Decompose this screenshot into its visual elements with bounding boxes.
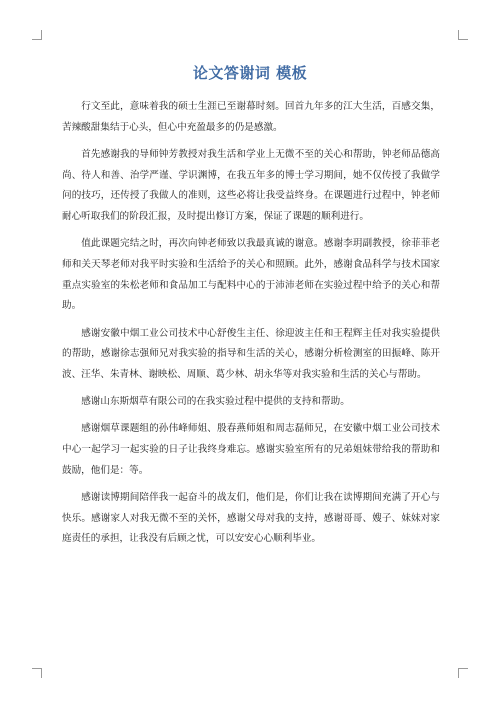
crop-mark-bottom-left	[32, 668, 42, 678]
document-title: 论文答谢词 模板	[192, 64, 308, 82]
paragraph: 感谢山东斯烟草有限公司的在我实验过程中提供的支持和帮助。	[81, 396, 350, 408]
paragraph: 感谢安徽中烟工业公司技术中心舒俊生主任、徐迎波主任和王程辉主任对我实验提供的帮助，感谢徐志强师兄对我实验的指导和生活的关心，感谢分析检测室的田振峰、陈开波、汪华、朱青林、谢映松、周顺、葛少林、胡永华等对我实验和生活的关心与帮助。	[62, 327, 440, 380]
paragraph: 行文至此，意味着我的硕士生涯已至谢幕时刻。回首九年多的江大生活，百感交集，苦辣酸甜集结于心头，但心中充盈最多的仍是感激。	[62, 101, 440, 133]
crop-mark-top-right	[458, 30, 468, 40]
crop-mark-bottom-right	[458, 668, 468, 678]
crop-mark-top-left	[32, 30, 42, 40]
paragraph: 值此课题完结之时，再次向钟老师致以我最真诚的谢意。感谢李玥副教授，徐菲菲老师和关天琴老师对我平时实验和生活给予的关心和照顾。此外，感谢食品科学与技术国家重点实验室的朱松老师和食品加工与配料中心的于沛沛老师在实验过程中给予的关心和帮助。	[62, 238, 440, 312]
paragraph: 首先感谢我的导师钟芳教授对我生活和学业上无微不至的关心和帮助，钟老师品德高尚、待人和善、治学严谨、学识渊博，在我五年多的博士学习期间，她不仅传授了我做学问的技巧，还传授了我做人的准则，这些必将让我受益终身。在课题进行过程中，钟老师耐心听取我们的阶段汇报，及时提出修订方案，保证了课题的顺利进行。	[62, 148, 440, 223]
document-body	[62, 97, 440, 557]
paragraph: 感谢烟草课题组的孙伟峰师姐、殷春燕师姐和周志磊师兄，在安徽中烟工业公司技术中心一起学习一起实验的日子让我终身难忘。感谢实验室所有的兄弟姐妹带给我的帮助和鼓励，他们是：等。	[62, 423, 440, 476]
paragraph: 感谢读博期间陪伴我一起奋斗的战友们，他们是，你们让我在读博期间充满了开心与快乐。感谢家人对我无微不至的关怀，感谢父母对我的支持，感谢哥哥、嫂子、妹妹对家庭责任的承担，让我没有后顾之忧，可以安安心心顺利毕业。	[62, 491, 440, 545]
